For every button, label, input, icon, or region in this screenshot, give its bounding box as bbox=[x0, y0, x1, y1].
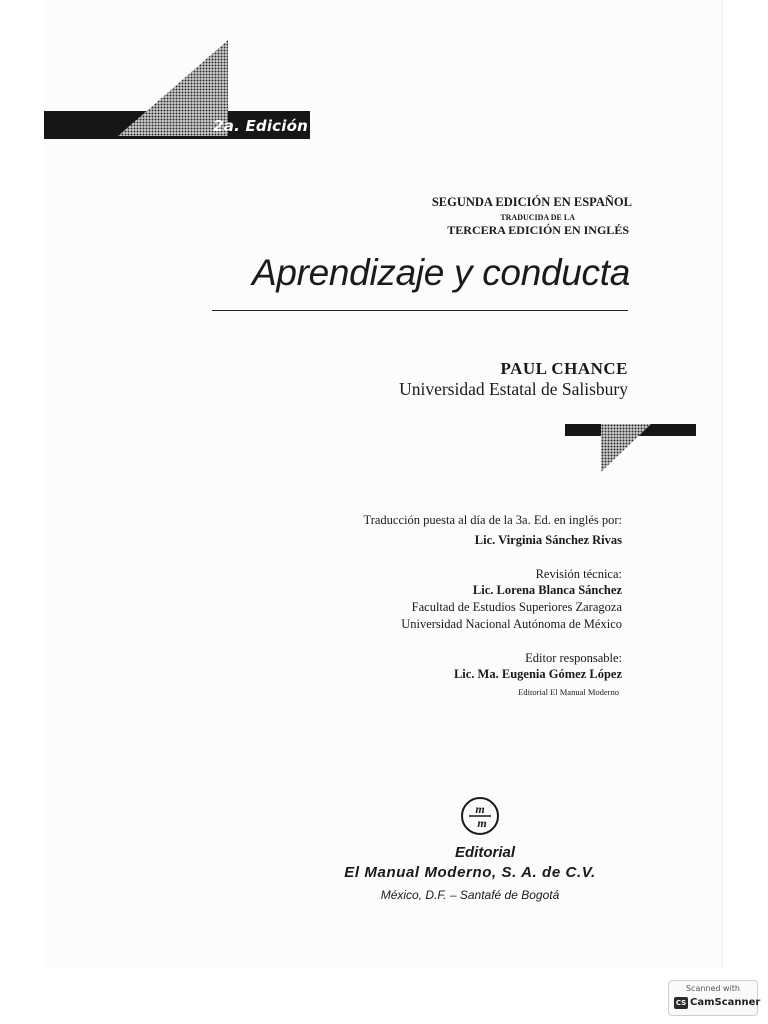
book-title: Aprendizaje y conducta bbox=[251, 252, 630, 293]
right-triangle-decoration bbox=[601, 424, 651, 472]
header-line-3: TERCERA EDICIÓN EN INGLÉS bbox=[447, 223, 629, 237]
page bbox=[44, 0, 722, 968]
translation-label: Traducción puesta al día de la 3a. Ed. en inglés por: bbox=[363, 513, 622, 527]
camscanner-brand: CamScanner bbox=[690, 997, 761, 1008]
edition-label: 2a. Edición bbox=[213, 117, 308, 135]
title-rule bbox=[212, 310, 628, 311]
svg-text:m: m bbox=[475, 802, 485, 816]
svg-text:m: m bbox=[477, 816, 487, 830]
publisher-line-1: Editorial bbox=[454, 844, 515, 861]
editor-name: Lic. Ma. Eugenia Gómez López bbox=[453, 667, 622, 681]
camscanner-caption: Scanned with bbox=[685, 984, 741, 993]
reviewer-name: Lic. Lorena Blanca Sánchez bbox=[472, 583, 622, 597]
reviewer-university: Universidad Nacional Autónoma de México bbox=[401, 617, 622, 631]
review-label: Revisión técnica: bbox=[535, 567, 622, 581]
camscanner-icon: CS bbox=[675, 999, 687, 1007]
reviewer-faculty: Facultad de Estudios Superiores Zaragoza bbox=[411, 600, 622, 614]
author-affiliation: Universidad Estatal de Salisbury bbox=[399, 379, 628, 399]
author-name: PAUL CHANCE bbox=[500, 359, 628, 378]
publisher-location: México, D.F. – Santafé de Bogotá bbox=[380, 888, 560, 902]
header-line-2: TRADUCIDA DE LA bbox=[500, 213, 575, 222]
publisher-logo bbox=[460, 796, 500, 836]
editor-organization: Editorial El Manual Moderno bbox=[518, 687, 619, 697]
header-line-1: SEGUNDA EDICIÓN EN ESPAÑOL bbox=[431, 195, 632, 209]
translator-name: Lic. Virginia Sánchez Rivas bbox=[474, 533, 622, 547]
camscanner-badge bbox=[668, 980, 761, 1016]
publisher-name: El Manual Moderno, S. A. de C.V. bbox=[344, 864, 596, 881]
editor-label: Editor responsable: bbox=[525, 651, 622, 665]
